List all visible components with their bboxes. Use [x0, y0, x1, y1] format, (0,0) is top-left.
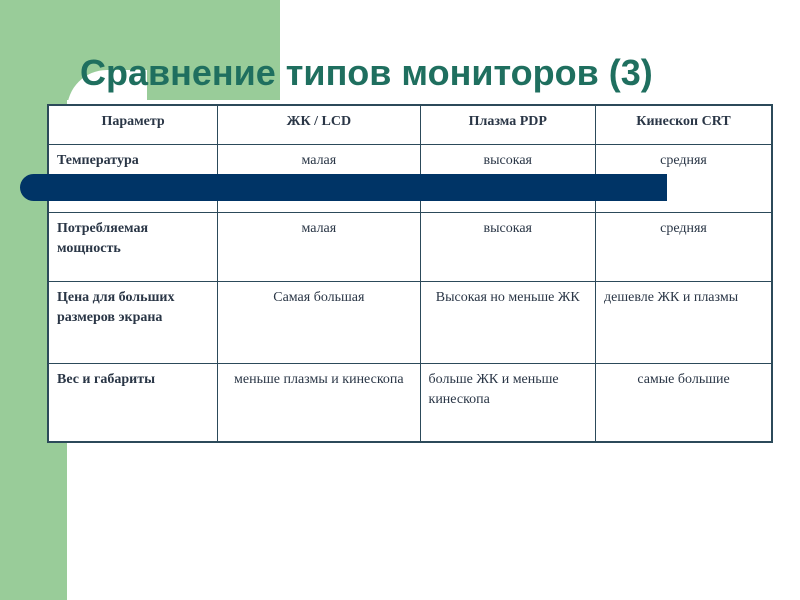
cell-lcd: малая: [218, 144, 420, 212]
row-parameter: Температура: [48, 144, 218, 212]
row-parameter: Вес и габариты: [48, 363, 218, 442]
decorative-navy-bar: [20, 174, 667, 201]
table-header-row: [48, 105, 772, 144]
cell-pdp: высокая: [420, 144, 595, 212]
header-cell-lcd: ЖК / LCD: [218, 105, 420, 144]
cell-lcd: меньше плазмы и кинескопа: [218, 363, 420, 442]
header-cell-parameter: Параметр: [48, 105, 218, 144]
header-cell-crt: Кинескоп CRT: [596, 105, 773, 144]
header-cell-pdp: Плазма PDP: [420, 105, 595, 144]
cell-pdp: Высокая но меньше ЖК: [420, 281, 595, 363]
row-parameter: Потребляемая мощность: [48, 212, 218, 281]
cell-lcd: Самая большая: [218, 281, 420, 363]
table-row: [48, 281, 772, 363]
table-row: [48, 363, 772, 442]
comparison-table: [47, 104, 773, 443]
cell-pdp: высокая: [420, 212, 595, 281]
row-parameter: Цена для больших размеров экрана: [48, 281, 218, 363]
cell-pdp: больше ЖК и меньше кинескопа: [420, 363, 595, 442]
table-row: [48, 212, 772, 281]
cell-crt: дешевле ЖК и плазмы: [596, 281, 773, 363]
cell-crt: средняя: [596, 212, 773, 281]
cell-crt: средняя: [596, 144, 773, 212]
cell-lcd: малая: [218, 212, 420, 281]
cell-crt: самые большие: [596, 363, 773, 442]
slide-title: Сравнение типов мониторов (3): [80, 52, 653, 93]
